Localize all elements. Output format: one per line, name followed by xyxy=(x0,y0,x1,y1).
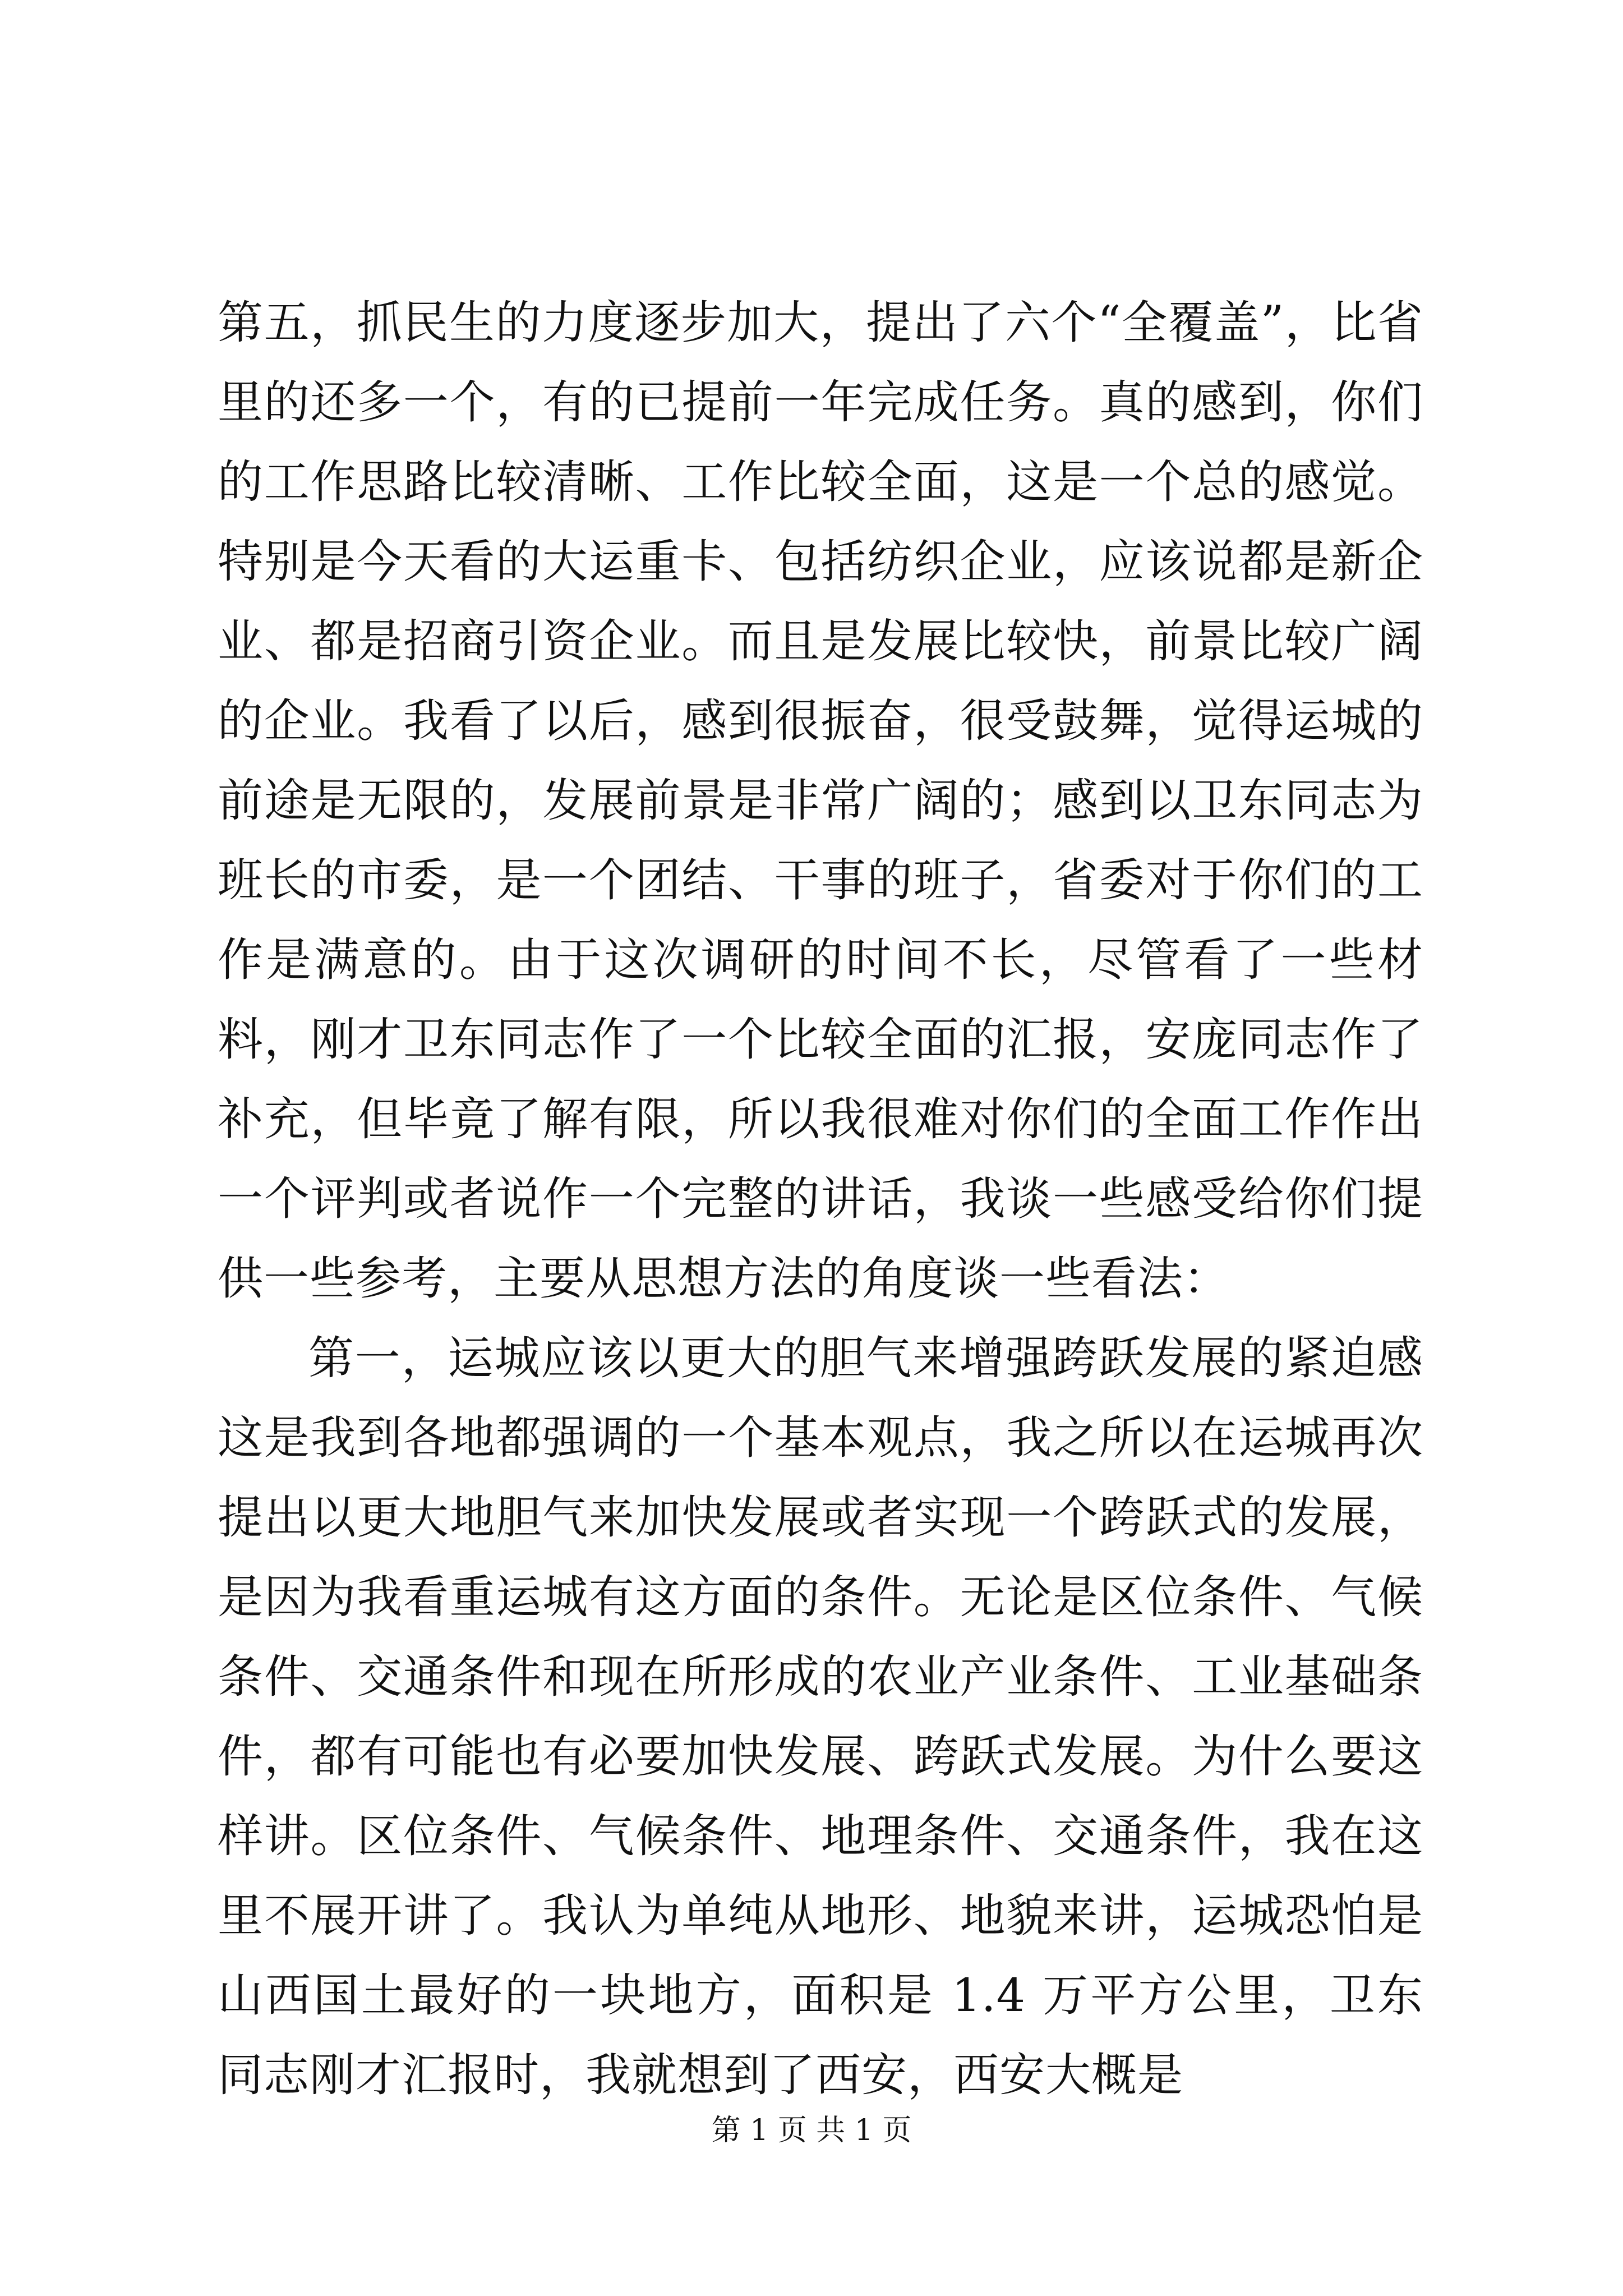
document-body xyxy=(218,283,1423,2115)
paragraph-1: 第五，抓民生的力度逐步加大，提出了六个“全覆盖”，比省里的还多一个，有的已提前一年完成任务。真的感到，你们的工作思路比较清晰、工作比较全面，这是一个总的感觉。特别是今天看的大运重卡、包括纺织企业，应该说都是新企业、都是招商引资企业。而且是发展比较快，前景比较广阔的企业。我看了以后，感到很振奋，很受鼓舞，觉得运城的前途是无限的，发展前景是非常广阔的；感到以卫东同志为班长的市委，是一个团结、干事的班子，省委对于你们的工作是满意的。由于这次调研的时间不长，尽管看了一些材料，刚才卫东同志作了一个比较全面的汇报，安庞同志作了补充，但毕竟了解有限，所以我很难对你们的全面工作作出一个评判或者说作一个完整的讲话，我谈一些感受给你们提供一些参考，主要从思想方法的角度谈一些看法： xyxy=(218,297,1423,1305)
paragraph-2: 第一，运城应该以更大的胆气来增强跨跃发展的紧迫感这是我到各地都强调的一个基本观点，我之所以在运城再次提出以更大地胆气来加快发展或者实现一个跨跃式的发展，是因为我看重运城有这方面的条件。无论是区位条件、气候条件、交通条件和现在所形成的农业产业条件、工业基础条件，都有可能也有必要加快发展、跨跃式发展。为什么要这样讲。区位条件、气候条件、地理条件、交通条件，我在这里不展开讲了。我认为单纯从地形、地貌来讲，运城恐怕是山西国土最好的一块地方，面积是 1.4 万平方公里，卫东同志刚才汇报时，我就想到了西安，西安大概是 xyxy=(218,1332,1423,2102)
page-footer: 第 1 页 共 1 页 xyxy=(711,2114,912,2147)
